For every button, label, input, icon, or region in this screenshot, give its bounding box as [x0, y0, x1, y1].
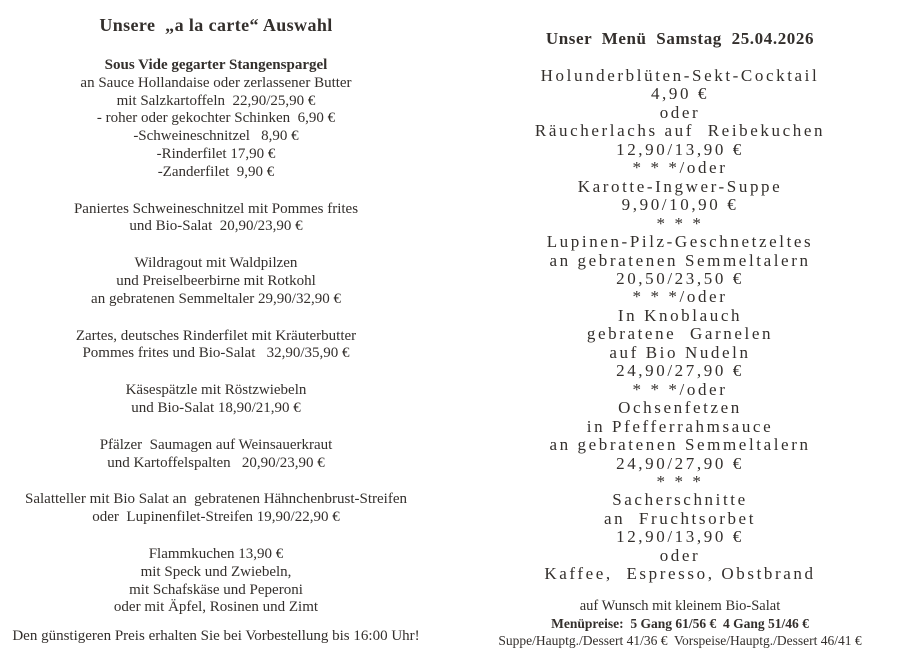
- a-la-carte-column: [0, 14, 432, 645]
- menu-section: [0, 437, 432, 473]
- menu-line: Wildragout mit Waldpilzen: [134, 255, 298, 272]
- course-prices-line: Suppe/Hauptg./Dessert 41/36 € Vorspeise/Hauptg./Dessert 46/41 €: [498, 632, 862, 648]
- menu-line: und Bio-Salat 18,90/21,90 €: [131, 399, 301, 416]
- menu-line: - roher oder gekochter Schinken 6,90 €: [96, 110, 336, 127]
- menu-line: * * *: [656, 213, 704, 233]
- menu-line: mit Salzkartoffeln 22,90/25,90 €: [116, 92, 316, 109]
- menu-section: [0, 382, 432, 418]
- menu-line: Salatteller mit Bio Salat an gebratenen Hähnchenbrust-Streifen: [25, 491, 407, 508]
- menu-line: 12,90/13,90 €: [616, 139, 744, 159]
- menu-line: und Kartoffelspalten 20,90/23,90 €: [107, 454, 325, 471]
- menu-section: [0, 201, 432, 237]
- menu-line: oder mit Äpfel, Rosinen und Zimt: [113, 599, 319, 616]
- menu-line: an gebratenen Semmeltaler 29,90/32,90 €: [91, 290, 341, 307]
- menu-line: und Bio-Salat 20,90/23,90 €: [129, 218, 303, 235]
- menu-line: oder: [659, 102, 701, 122]
- a-la-carte-title: Unsere „a la carte“ Auswahl: [99, 15, 333, 35]
- menu-line: an Sauce Hollandaise oder zerlassener Butter: [80, 74, 352, 91]
- menu-line: 4,90 €: [650, 84, 710, 104]
- menu-line: -Zanderfilet 9,90 €: [157, 163, 275, 180]
- menu-line: * * */oder: [632, 379, 728, 399]
- menu-line: Flammkuchen 13,90 €: [148, 545, 284, 562]
- menu-line: Räucherlachs auf Reibekuchen: [534, 121, 826, 141]
- menu-line: * * */oder: [632, 158, 728, 178]
- menu-line: und Preiselbeerbirne mit Rotkohl: [116, 272, 316, 289]
- menu-line: Paniertes Schweineschnitzel mit Pommes frites: [73, 200, 359, 217]
- menu-section: [0, 491, 432, 527]
- menu-line: 20,50/23,50 €: [616, 268, 744, 288]
- menu-line: an gebratenen Semmeltalern: [549, 250, 811, 270]
- menu-line: * * */oder: [632, 287, 728, 307]
- menu-line: Käsespätzle mit Röstzwiebeln: [125, 382, 307, 399]
- menu-line: In Knoblauch: [617, 305, 743, 325]
- menu-line: 24,90/27,90 €: [616, 453, 744, 473]
- menu-line: Lupinen-Pilz-Geschnetzeltes: [546, 232, 814, 252]
- menu-line: Ochsenfetzen: [618, 398, 742, 418]
- menu-line: Holunderblüten-Sekt-Cocktail: [540, 66, 820, 85]
- menu-section: [0, 255, 432, 308]
- menu-line: mit Speck und Zwiebeln,: [140, 563, 292, 580]
- menu-line: mit Schafskäse und Peperoni: [129, 581, 303, 598]
- menu-line: 24,90/27,90 €: [616, 361, 744, 381]
- menu-line: auf Bio Nudeln: [609, 342, 751, 362]
- menu-line: Sous Vide gegarter Stangenspargel: [104, 57, 328, 73]
- menu-line: 12,90/13,90 €: [616, 527, 744, 547]
- daily-menu-lines: [465, 67, 895, 584]
- menu-line: an Fruchtsorbet: [603, 508, 757, 528]
- menu-line: oder Lupinenfilet-Streifen 19,90/22,90 €: [92, 509, 340, 526]
- menu-line: 9,90/10,90 €: [621, 195, 739, 215]
- menu-line: -Rinderfilet 17,90 €: [156, 145, 276, 162]
- menu-line: an gebratenen Semmeltalern: [549, 435, 811, 455]
- menu-line: gebratene Garnelen: [586, 324, 774, 344]
- menu-line: Karotte-Ingwer-Suppe: [577, 176, 783, 196]
- menu-prices-line: Menüpreise: 5 Gang 61/56 € 4 Gang 51/46 €: [551, 615, 809, 631]
- bio-salat-note: auf Wunsch mit kleinem Bio-Salat: [579, 597, 781, 614]
- menu-line: -Schweineschnitzel 8,90 €: [133, 128, 299, 145]
- menu-line: * * *: [656, 471, 704, 491]
- menu-line: Pommes frites und Bio-Salat 32,90/35,90 €: [82, 345, 350, 362]
- menu-section: [0, 328, 432, 364]
- menu-line: Kaffee, Espresso, Obstbrand: [544, 564, 816, 584]
- menu-line: Pfälzer Saumagen auf Weinsauerkraut: [99, 436, 333, 453]
- menu-line: in Pfefferrahmsauce: [586, 416, 774, 436]
- menu-line: Zartes, deutsches Rinderfilet mit Kräuterbutter: [75, 327, 357, 344]
- preorder-discount-note: Den günstigeren Preis erhalten Sie bei Vorbestellung bis 16:00 Uhr!: [12, 628, 420, 645]
- menu-section: [0, 546, 432, 617]
- menu-section: [0, 57, 432, 182]
- menu-line: Sacherschnitte: [612, 490, 748, 510]
- daily-menu-column: [465, 27, 895, 649]
- a-la-carte-sections: [0, 57, 432, 617]
- menu-line: oder: [659, 545, 701, 565]
- daily-menu-title: Unser Menü Samstag 25.04.2026: [545, 29, 815, 48]
